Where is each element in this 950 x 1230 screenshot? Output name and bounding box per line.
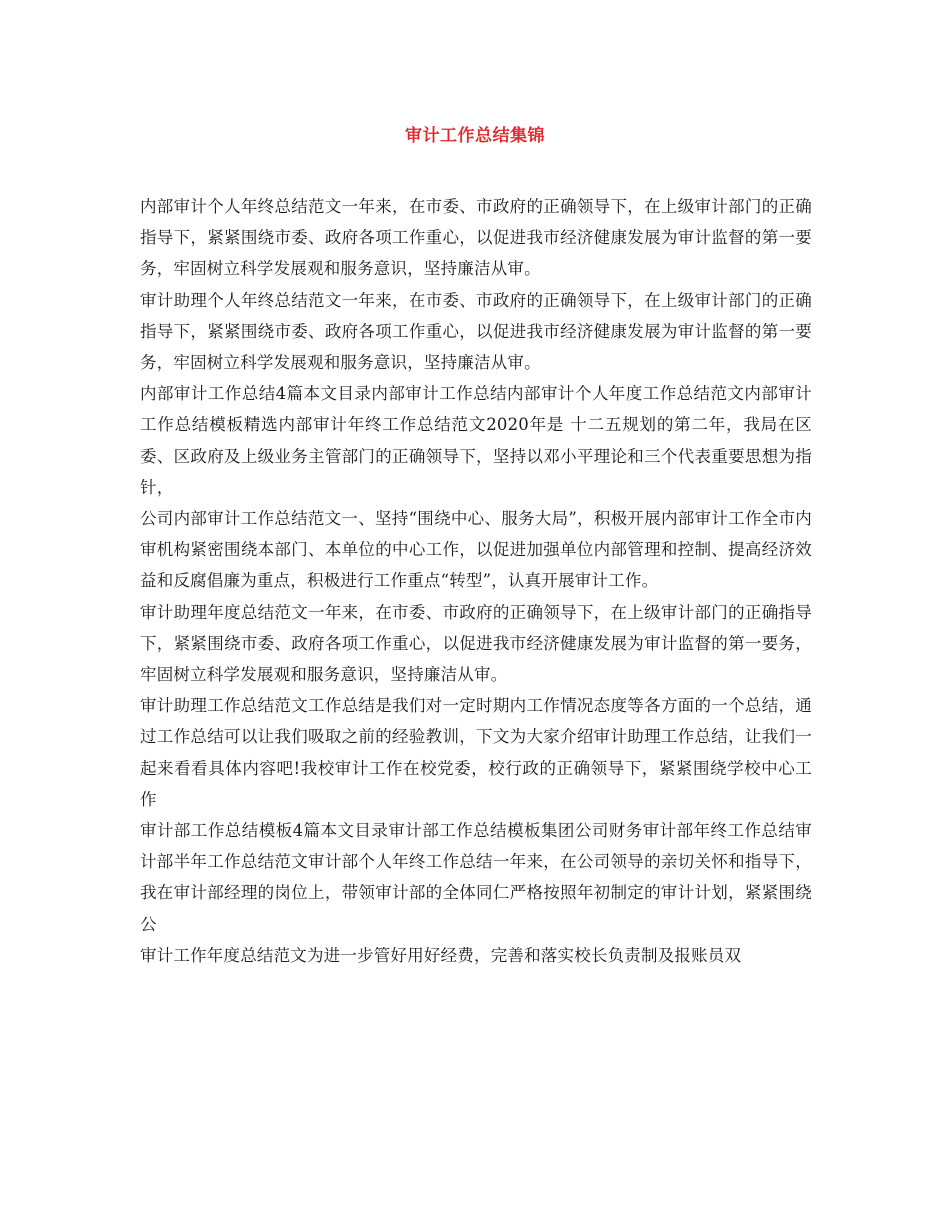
paragraph: 内部审计工作总结4篇本文目录内部审计工作总结内部审计个人年度工作总结范文内部审计工作总结模板精选内部审计年终工作总结范文2020年是 十二五规划的第二年，我局在区委、区政府及上级业务主管部门的正确领导下，坚持以邓小平理论和三个代表重要思想为指针， [140,384,812,497]
paragraph: 内部审计个人年终总结范文一年来，在市委、市政府的正确领导下，在上级审计部门的正确指导下，紧紧围绕市委、政府各项工作重心，以促进我市经济健康发展为审计监督的第一要务，牢固树立科学发展观和服务意识，坚持廉洁从审。 [140,197,812,279]
paragraph: 公司内部审计工作总结范文一、坚持“围绕中心、服务大局”，积极开展内部审计工作全市内审机构紧密围绕本部门、本单位的中心工作，以促进加强单位内部管理和控制、提高经济效益和反腐倡廉为重点，积极进行工作重点“转型”，认真开展审计工作。 [140,509,812,591]
paragraph: 审计助理工作总结范文工作总结是我们对一定时期内工作情况态度等各方面的一个总结，通过工作总结可以让我们吸取之前的经验教训，下文为大家介绍审计助理工作总结，让我们一起来看看具体内容吧!我校审计工作在校党委，校行政的正确领导下，紧紧围绕学校中心工作 [140,696,812,809]
document-title: 审计工作总结集锦 [405,126,545,146]
document-body [140,191,812,971]
paragraph: 审计助理年度总结范文一年来，在市委、市政府的正确领导下，在上级审计部门的正确指导下，紧紧围绕市委、政府各项工作重心，以促进我市经济健康发展为审计监督的第一要务，牢固树立科学发展观和服务意识，坚持廉洁从审。 [140,602,812,685]
paragraph: 审计工作年度总结范文为进一步管好用好经费，完善和落实校长负责制及报账员双 [140,945,742,965]
paragraph: 审计部工作总结模板4篇本文目录审计部工作总结模板集团公司财务审计部年终工作总结审计部半年工作总结范文审计部个人年终工作总结一年来，在公司领导的亲切关怀和指导下，我在审计部经理的岗位上，带领审计部的全体同仁严格按照年初制定的审计计划，紧紧围绕公 [140,821,812,934]
paragraph: 审计助理个人年终总结范文一年来，在市委、市政府的正确领导下，在上级审计部门的正确指导下，紧紧围绕市委、政府各项工作重心，以促进我市经济健康发展为审计监督的第一要务，牢固树立科学发展观和服务意识，坚持廉洁从审。 [140,290,812,373]
